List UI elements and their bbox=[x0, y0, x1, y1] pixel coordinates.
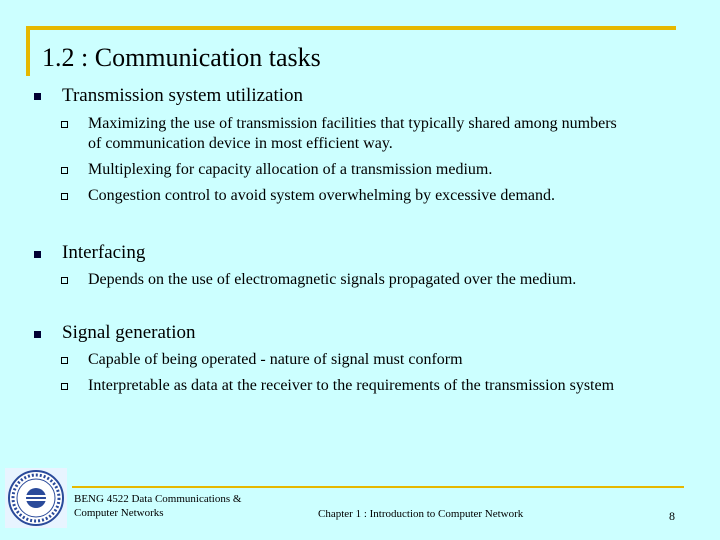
hollow-square-bullet-icon bbox=[61, 357, 68, 364]
hollow-square-bullet-icon bbox=[61, 277, 68, 284]
section-heading-transmission: Transmission system utilization bbox=[62, 85, 304, 106]
hollow-square-bullet-icon bbox=[61, 193, 68, 200]
square-bullet-icon bbox=[34, 331, 41, 338]
footer-course bbox=[74, 492, 241, 520]
page-number: 8 bbox=[669, 509, 675, 523]
bullet-text-maximizing: Maximizing the use of transmission facilities that typically shared among numbers bbox=[88, 115, 617, 132]
bullet-text-multiplexing: Multiplexing for capacity allocation of a transmission medium. bbox=[88, 161, 493, 178]
footer-course-line1: BENG 4522 Data Communications & bbox=[74, 493, 242, 505]
square-bullet-icon bbox=[34, 93, 41, 100]
title-frame-top bbox=[26, 26, 676, 30]
footer-course-line2: Computer Networks bbox=[74, 507, 164, 519]
square-bullet-icon bbox=[34, 251, 41, 258]
footer-chapter: Chapter 1 : Introduction to Computer Network bbox=[318, 508, 524, 520]
university-seal-icon bbox=[5, 468, 67, 528]
bullet-text-interpretable: Interpretable as data at the receiver to the requirements of the transmission system bbox=[88, 377, 615, 394]
hollow-square-bullet-icon bbox=[61, 121, 68, 128]
slide-title: 1.2 : Communication tasks bbox=[42, 43, 321, 72]
bullet-text-maximizing-cont: of communication device in most efficient way. bbox=[88, 135, 393, 152]
hollow-square-bullet-icon bbox=[61, 167, 68, 174]
section-heading-interfacing: Interfacing bbox=[62, 242, 146, 263]
bullet-text-capable: Capable of being operated - nature of signal must conform bbox=[88, 351, 463, 368]
title-frame-left bbox=[26, 26, 30, 76]
section-heading-signal: Signal generation bbox=[62, 322, 196, 343]
footer-rule bbox=[72, 486, 684, 488]
hollow-square-bullet-icon bbox=[61, 383, 68, 390]
bullet-text-congestion: Congestion control to avoid system overwhelming by excessive demand. bbox=[88, 187, 556, 204]
bullet-text-electromagnetic: Depends on the use of electromagnetic signals propagated over the medium. bbox=[88, 271, 577, 288]
